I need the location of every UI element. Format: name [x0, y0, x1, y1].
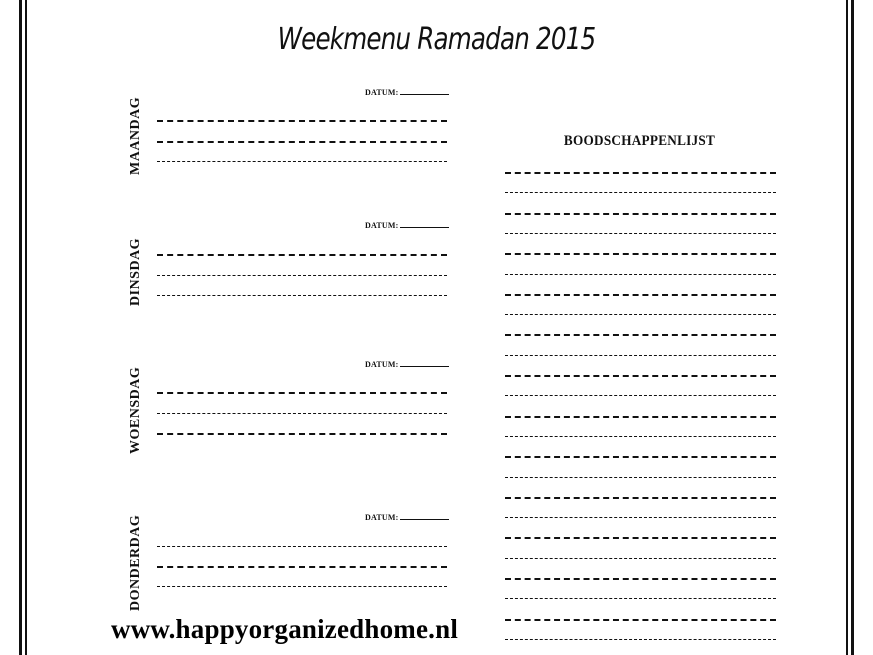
- shopping-list-line[interactable]: [505, 253, 776, 255]
- datum-label: DATUM:: [365, 221, 399, 230]
- menu-line[interactable]: [157, 161, 447, 162]
- shopping-list-line[interactable]: [505, 294, 776, 296]
- datum-field-donderdag[interactable]: [365, 513, 449, 522]
- menu-line[interactable]: [157, 120, 447, 122]
- shopping-list-line[interactable]: [505, 192, 776, 193]
- shopping-list-line[interactable]: [505, 497, 776, 499]
- shopping-list-line[interactable]: [505, 274, 776, 275]
- shopping-list-line[interactable]: [505, 517, 776, 518]
- datum-field-dinsdag[interactable]: [365, 221, 449, 230]
- page-border-left-inner: [25, 0, 27, 655]
- shopping-list-line[interactable]: [505, 578, 776, 580]
- day-label-donderdag: DONDERDAG: [128, 514, 143, 611]
- shopping-list-line[interactable]: [505, 537, 776, 539]
- datum-field-woensdag[interactable]: [365, 360, 449, 369]
- page-border-right: [851, 0, 854, 655]
- shopping-list-line[interactable]: [505, 558, 776, 559]
- menu-line[interactable]: [157, 586, 447, 587]
- shopping-list-line[interactable]: [505, 314, 776, 315]
- datum-blank[interactable]: [400, 94, 449, 95]
- menu-line[interactable]: [157, 254, 447, 256]
- shopping-list-line[interactable]: [505, 436, 776, 437]
- menu-line[interactable]: [157, 566, 447, 568]
- shopping-list-line[interactable]: [505, 375, 776, 377]
- day-label-woensdag: WOENSDAG: [128, 366, 143, 454]
- menu-line[interactable]: [157, 141, 447, 143]
- shopping-list-line[interactable]: [505, 395, 776, 396]
- shopping-list-line[interactable]: [505, 334, 776, 336]
- shopping-list-line[interactable]: [505, 213, 776, 215]
- shopping-list-line[interactable]: [505, 233, 776, 234]
- shopping-list-line[interactable]: [505, 456, 776, 458]
- shopping-list-line[interactable]: [505, 355, 776, 356]
- datum-blank[interactable]: [400, 366, 449, 367]
- datum-field-maandag[interactable]: [365, 88, 449, 97]
- menu-line[interactable]: [157, 295, 447, 296]
- datum-blank[interactable]: [400, 227, 449, 228]
- shopping-list-line[interactable]: [505, 639, 776, 640]
- day-label-dinsdag: DINSDAG: [128, 237, 143, 306]
- day-label-maandag: MAANDAG: [128, 96, 143, 175]
- shopping-list-line[interactable]: [505, 172, 776, 174]
- page-border-left: [19, 0, 22, 655]
- datum-blank[interactable]: [400, 519, 449, 520]
- menu-line[interactable]: [157, 433, 447, 435]
- page-border-right-inner: [846, 0, 848, 655]
- menu-line[interactable]: [157, 413, 447, 414]
- datum-label: DATUM:: [365, 88, 399, 97]
- datum-label: DATUM:: [365, 360, 399, 369]
- shopping-list-line[interactable]: [505, 619, 776, 621]
- page-title: Weekmenu Ramadan 2015: [277, 22, 596, 57]
- menu-line[interactable]: [157, 546, 447, 547]
- shopping-list-title: BOODSCHAPPENLIJST: [563, 133, 716, 149]
- menu-line[interactable]: [157, 275, 447, 276]
- datum-label: DATUM:: [365, 513, 399, 522]
- shopping-list-line[interactable]: [505, 598, 776, 599]
- menu-line[interactable]: [157, 392, 447, 394]
- footer-website-link[interactable]: www.happyorganizedhome.nl: [111, 614, 459, 644]
- shopping-list-line[interactable]: [505, 477, 776, 478]
- shopping-list-line[interactable]: [505, 416, 776, 418]
